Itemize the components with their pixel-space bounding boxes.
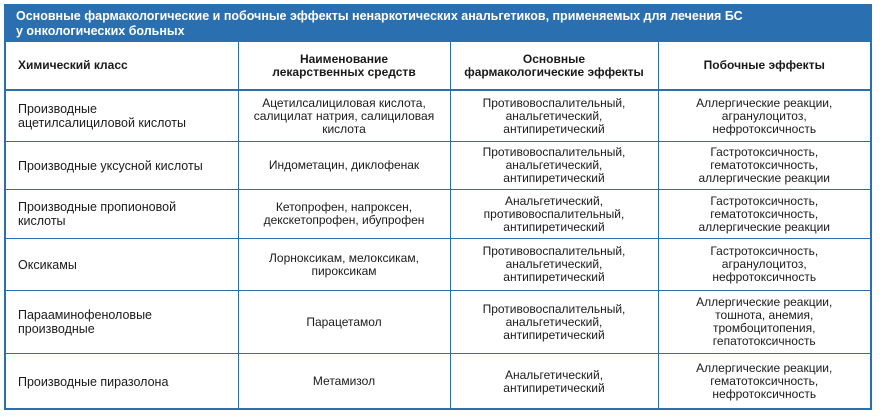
cell-line: Гастротоксичность, [710,244,819,258]
cell-drugs [238,142,450,190]
cell-line: агранулоцитоз, [721,257,807,271]
cell-line: Гастротоксичность, [710,145,819,159]
cell-effects [450,142,658,190]
table-title [6,6,870,42]
cell-chemical-class [6,354,238,410]
header-main-effects [450,42,658,90]
cell-line: гепатотоксичность [712,334,816,348]
cell-line: Анальгетический, [504,367,604,382]
cell-line: антипиретический [503,270,605,284]
cell-line: пироксикам [311,263,377,278]
cell-line: Оксикамы [18,257,77,272]
cell-line: антипиретический [503,327,605,342]
cell-line: Индометацин, диклофенак [268,158,420,172]
cell-line: декскетопрофен, ибупрофен [263,213,425,227]
analgesics-table [6,42,870,409]
header-drug-names [238,42,450,90]
cell-chemical-class [6,90,238,142]
cell-drugs [238,291,450,354]
cell-line: Кетопрофен, напроксен, [275,200,413,214]
cell-line: Парааминофеноловые [18,308,153,322]
cell-line: Гастротоксичность, [710,193,819,208]
cell-chemical-class [6,239,238,291]
cell-line: Противовоспалительный, [482,95,626,110]
cell-line: анальгетический, [505,158,603,172]
cell-line: нефротоксичность [712,121,817,136]
cell-line: гематотоксичность, [710,158,819,172]
cell-side-effects [658,90,870,142]
cell-line: антипиретический [503,121,605,136]
cell-drugs [238,239,450,291]
cell-line: тошнота, анемия, [715,308,814,322]
cell-line: антипиретический [503,380,605,395]
cell-line: Производные [18,102,97,116]
cell-line: производные [18,322,95,336]
header-drug-names-line: лекарственных средств [272,64,416,79]
cell-line: Противовоспалительный, [482,244,626,258]
cell-line: анальгетический, [505,108,603,123]
cell-line: Аллергические реакции, [696,295,833,309]
cell-line: кислота [322,121,366,136]
cell-drugs [238,190,450,239]
table-row [6,90,870,142]
cell-drugs [238,354,450,410]
cell-line: нефротоксичность [712,270,817,284]
cell-side-effects [658,190,870,239]
cell-line: анальгетический, [505,314,603,329]
cell-side-effects [658,354,870,410]
cell-line: Производные пропионовой [18,200,177,214]
table-row [6,190,870,239]
cell-line: гематотоксичность, [710,374,819,388]
header-side-effects: Побочные эффекты [658,42,870,90]
table-row [6,142,870,190]
cell-chemical-class [6,190,238,239]
cell-line: Аллергические реакции, [696,361,833,375]
header-row [6,42,870,90]
cell-line: тромбоцитопения, [713,321,816,335]
cell-line: антипиретический [503,219,605,234]
cell-line: Производные пиразолона [18,374,169,389]
cell-line: анальгетический, [505,257,603,271]
cell-line: Противовоспалительный, [482,301,626,316]
cell-effects [450,190,658,239]
cell-drugs [238,90,450,142]
cell-line: агранулоцитоз, [721,108,807,123]
cell-effects [450,239,658,291]
cell-line: Метамизол [312,374,376,388]
cell-side-effects [658,291,870,354]
cell-effects [450,354,658,410]
cell-line: антипиретический [503,171,605,185]
table-frame [4,4,872,410]
cell-line: Анальгетический, [504,193,604,208]
cell-chemical-class [6,291,238,354]
table-body [6,90,870,409]
cell-chemical-class [6,142,238,190]
cell-line: противовоспалительный, [483,206,625,221]
header-drug-names-line: Наименование [299,51,389,66]
header-chemical-class: Химический класс [6,42,238,90]
cell-line: аллергические реакции [698,219,831,234]
cell-line: кислоты [18,214,66,228]
cell-side-effects [658,142,870,190]
cell-line: Ацетилсалициловая кислота, [262,95,426,110]
cell-effects [450,291,658,354]
cell-line: ацетилсалициловой кислоты [18,116,186,130]
cell-line: Производные уксусной кислоты [18,158,203,173]
cell-line: Парацетамол [306,314,382,329]
cell-line: аллергические реакции [698,171,831,185]
table-row [6,354,870,410]
cell-line: Лорноксикам, мелоксикам, [269,250,419,265]
cell-line: салицилат натрия, салициловая [253,108,435,123]
header-main-effects-line: фармакологические эффекты [464,64,644,79]
cell-line: Аллергические реакции, [696,95,833,110]
table-row [6,291,870,354]
cell-side-effects [658,239,870,291]
header-main-effects-line: Основные [522,51,586,66]
table-title-line-1: Основные фармакологические и побочные эффекты ненаркотических анальгетиков, применяемых для лечения БС [16,9,743,23]
cell-effects [450,90,658,142]
cell-line: нефротоксичность [712,387,817,401]
cell-line: гематотоксичность, [710,206,819,221]
table-row [6,239,870,291]
cell-line: Противовоспалительный, [482,145,626,159]
table-title-line-2: у онкологических больных [16,24,185,38]
